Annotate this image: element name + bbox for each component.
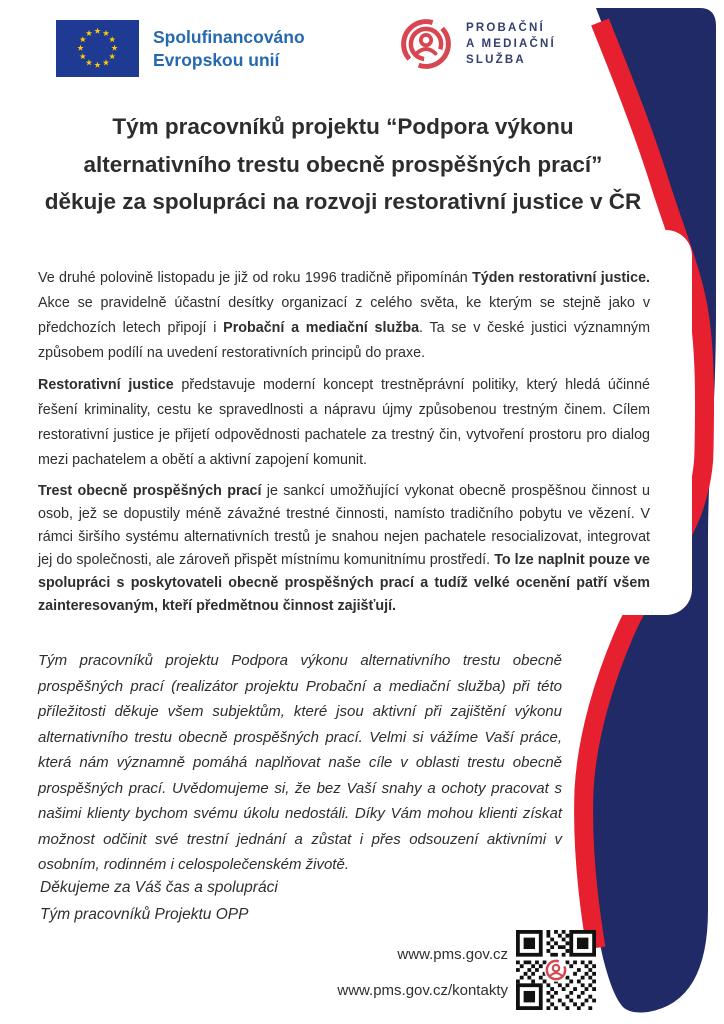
- para1-run: . Ta se v české justici významným způsobem podílí na uvedení restorativních principů do praxe.: [38, 320, 650, 361]
- eu-cofunded-text: [153, 26, 305, 72]
- eu-text-line1: Spolufinancováno: [153, 26, 305, 47]
- pms-logo-text: [466, 20, 556, 68]
- paragraph-community-service: [38, 480, 650, 618]
- eu-flag-icon: [56, 20, 139, 77]
- para3-run-bold: To lze naplnit pouze ve spolupráci s poskytovateli obecně prospěšných prací a tudíž velké ocenění patří všem zainteresovaným, kteří předmětnou činnost zajišťují.: [38, 552, 650, 614]
- pms-text-line1: PROBAČNÍ: [466, 22, 545, 34]
- thank-you-paragraph: Tým pracovníků projektu Podpora výkonu alternativního trestu obecně prospěšných prací (realizátor projektu Probační a mediační služba) při této příležitosti děkuje všem subjektům, které jsou aktivní při zajištění výkonu alternativního trestu obecně prospěšných prací. Velmi si vážíme Vaší práce, která nám významně pomáhá naplňovat naše cíle v oblasti trestu obecně prospěšných prací. Uvědomujeme si, že bez Vaší snahy a ochoty pracovat s našimi klienty bychom svému úkolu nedostáli. Díky Vám mohou klienti získat možnost odčinit své trestní jednání a zůstat i přes odsouzení aktivními v osobním, rodinném i celospolečenském životě.: [38, 652, 562, 873]
- paragraph-restorative-week: [38, 266, 650, 366]
- link-pms-contacts[interactable]: www.pms.gov.cz/kontakty: [337, 982, 508, 999]
- pms-logo-icon: [398, 16, 454, 72]
- para2-run-bold: Restorativní justice: [38, 377, 174, 393]
- title-line1: Tým pracovníků projektu “Podpora výkonu: [112, 114, 574, 139]
- para1-run: Akce se pravidelně účastní desítky organizací z celého světa, ke kterým se stejně jako v předchozích letech připojí i: [38, 295, 650, 336]
- closing-line2: Tým pracovníků Projektu OPP: [40, 906, 249, 923]
- paragraph-restorative-justice: [38, 373, 650, 473]
- para1-run: Ve druhé polovině listopadu je již od roku 1996 tradičně připomínán: [38, 270, 473, 286]
- closing-line1: Děkujeme za Váš čas a spolupráci: [40, 879, 278, 896]
- qr-code: [516, 930, 596, 1010]
- para3-run-bold: Trest obecně prospěšných prací: [38, 483, 262, 499]
- pms-text-line2: A MEDIAČNÍ: [466, 38, 556, 50]
- pms-text-line3: SLUŽBA: [466, 54, 526, 66]
- eu-text-line2: Evropskou unií: [153, 49, 280, 70]
- para3-run: je sankcí umožňující vykonat obecně prospěšnou činnost u osob, jež se dopustily méně závažné trestné činnosti, namísto tradičního pobytu ve vězení. V rámci širšího systému alternativních trestů je snahou nejen pachatele resocializovat, integrovat jej do společnosti, ale zároveň přispět místnímu komunitnímu prostředí.: [38, 483, 650, 568]
- eu-cofunded-badge: [56, 20, 305, 77]
- para2-run: představuje moderní koncept trestněprávní politiky, který hledá účinné řešení kriminality, cestu ke spravedlnosti a nápravu újmy způsobenou trestným činem. Cílem restorativní justice je přijetí odpovědnosti pachatele za trestný čin, vytvoření prostoru pro dialog mezi pachatelem a obětí a aktivní zapojení komunit.: [38, 377, 650, 468]
- body-text-block: [38, 266, 650, 618]
- closing-signature: [40, 874, 278, 928]
- link-pms-website[interactable]: www.pms.gov.cz: [397, 946, 508, 963]
- page-title: [8, 108, 678, 221]
- pms-logo-badge: [398, 16, 556, 72]
- para1-run-bold: Týden restorativní justice.: [472, 270, 650, 286]
- title-line2: alternativního trestu obecně prospěšných prací”: [83, 151, 603, 177]
- title-line3: děkuje za spolupráci na rozvoji restorativní justice v ČR: [44, 189, 642, 214]
- para1-run-bold: Probační a mediační služba: [223, 320, 420, 336]
